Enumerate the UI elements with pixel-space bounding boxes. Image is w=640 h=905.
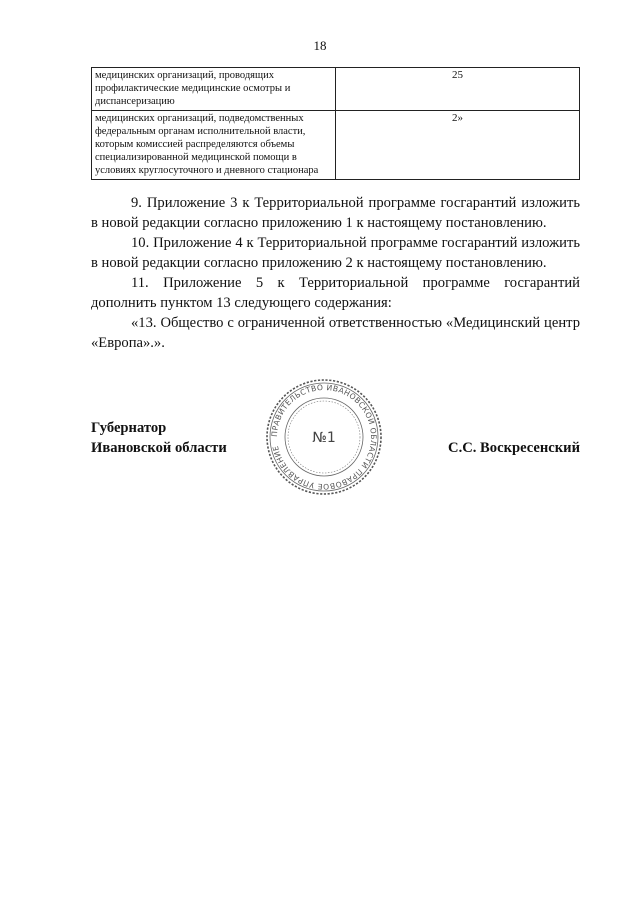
paragraph-item-11: 11. Приложение 5 к Территориальной программе госгарантий дополнить пунктом 13 следующего содержания: — [91, 275, 580, 311]
table-cell-description: медицинских организаций, проводящих профилактические медицинские осмотры и диспансеризацию — [92, 68, 336, 111]
table-row — [92, 68, 580, 111]
signatory-name: С.С. Воскресенский — [448, 440, 580, 456]
paragraph-item-9: 9. Приложение 3 к Территориальной программе госгарантий изложить в новой редакции согласно приложению 1 к настоящему постановлению. — [91, 195, 580, 231]
page-number: 18 — [313, 38, 327, 53]
signatory-title-line2: Ивановской области — [91, 440, 227, 456]
body-text — [91, 193, 580, 353]
paragraph-item-10: 10. Приложение 4 к Территориальной программе госгарантий изложить в новой редакции согласно приложению 2 к настоящему постановлению. — [91, 235, 580, 271]
data-table — [91, 67, 580, 180]
seal-ring-text: ПРАВИТЕЛЬСТВО ИВАНОВСКОЙ ОБЛАСТИ ПРАВОВОЕ УПРАВЛЕНИЕ — [269, 382, 379, 492]
paragraph-quote: «13. Общество с ограниченной ответственностью «Медицинский центр «Европа».». — [91, 315, 580, 351]
signatory-title — [91, 418, 227, 458]
signatory-title-line1: Губернатор — [91, 420, 167, 436]
table-cell-description: медицинских организаций, подведомственных федеральным органам исполнительной власти, которым комиссией распределяются объемы специализированной медицинской помощи в условиях круглосуточного и дневного стационара — [92, 111, 336, 180]
official-seal-stamp — [265, 378, 383, 496]
seal-number: №1 — [312, 430, 336, 446]
table-row — [92, 111, 580, 180]
table-cell-value: 25 — [336, 68, 580, 111]
table-cell-value: 2» — [336, 111, 580, 180]
